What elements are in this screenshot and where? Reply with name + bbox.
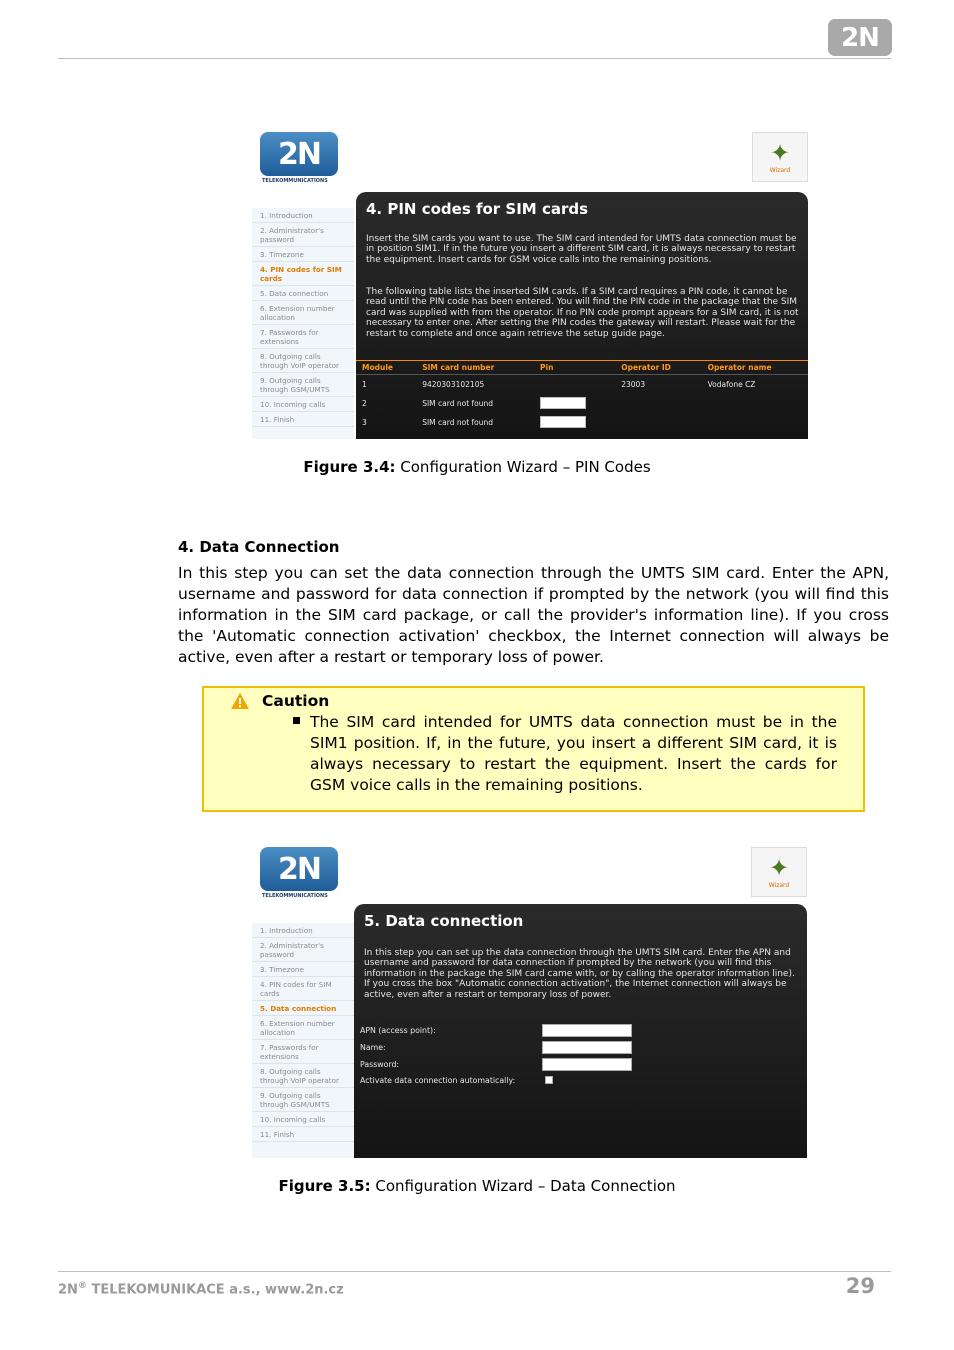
wizard-badge xyxy=(752,132,808,182)
wizard-step-item[interactable]: 9. Outgoing calls through GSM/UMTS xyxy=(252,373,354,397)
figure-caption xyxy=(0,458,954,476)
wizard-step-menu xyxy=(252,208,354,439)
wizard-step-item[interactable]: 8. Outgoing calls through VoIP operator xyxy=(252,1064,354,1088)
header-rule xyxy=(58,58,891,59)
data-connection-form xyxy=(360,1024,800,1094)
wizard-logo-subtitle: TELEKOMMUNICATIONS xyxy=(262,178,328,184)
name-label: Name: xyxy=(360,1043,386,1052)
bullet-icon xyxy=(293,717,300,724)
table-cell: SIM card not found xyxy=(422,398,494,408)
table-header: Module xyxy=(356,361,416,375)
wizard-step-item[interactable]: 6. Extension number allocation xyxy=(252,1016,354,1040)
caption-text: Configuration Wizard – PIN Codes xyxy=(395,458,651,476)
wizard-step-item[interactable]: 1. Introduction xyxy=(252,923,354,938)
section-body: In this step you can set the data connection through the UMTS SIM card. Enter the APN, username and password for data connection if prompted by the network (you will find this information in the SIM card package, or call the provider's information line). If you cross the 'Automatic connection activation' checkbox, the Internet connection will always be active, even after a restart or temporary loss of power. xyxy=(178,564,889,666)
warning-icon xyxy=(231,693,249,709)
password-label: Password: xyxy=(360,1060,400,1069)
wizard-label: Wizard xyxy=(769,166,791,174)
apn-label: APN (access point): xyxy=(360,1026,436,1035)
table-cell xyxy=(534,394,615,413)
wizard-logo xyxy=(260,847,338,901)
page-number: 29 xyxy=(845,1274,875,1298)
table-row xyxy=(356,394,808,413)
wizard-logo-subtitle: TELEKOMMUNICATIONS xyxy=(262,893,328,899)
pin-input[interactable] xyxy=(540,416,586,428)
table-cell xyxy=(534,413,615,432)
pin-input[interactable] xyxy=(540,397,586,409)
wizard-step-item[interactable]: 11. Finish xyxy=(252,1127,354,1142)
table-cell: Vodafone CZ xyxy=(707,379,756,389)
table-row xyxy=(356,413,808,432)
wizard-logo xyxy=(260,132,338,186)
table-cell xyxy=(615,413,701,432)
wizard-step-item[interactable]: 7. Passwords for extensions xyxy=(252,1040,354,1064)
password-input[interactable] xyxy=(542,1058,632,1071)
table-row xyxy=(356,375,808,394)
wizard-step-item[interactable]: 11. Finish xyxy=(252,412,354,427)
figure-data-connection-screenshot xyxy=(252,847,807,1158)
footer-rest: TELEKOMUNIKACE a.s., www.2n.cz xyxy=(86,1282,344,1298)
wizard-step-item[interactable]: 3. Timezone xyxy=(252,247,354,262)
caption-label: Figure 3.5: xyxy=(278,1177,371,1195)
wizard-step-item[interactable]: 10. Incoming calls xyxy=(252,397,354,412)
table-header: SIM card number xyxy=(416,361,534,375)
registered-mark: ® xyxy=(77,1281,87,1291)
wizard-step-item[interactable]: 2. Administrator's password xyxy=(252,223,354,247)
table-cell xyxy=(615,394,701,413)
wizard-step-item[interactable]: 9. Outgoing calls through GSM/UMTS xyxy=(252,1088,354,1112)
table-cell: SIM card not found xyxy=(422,417,494,427)
apn-input[interactable] xyxy=(542,1024,632,1037)
panel-paragraph: Insert the SIM cards you want to use. The SIM card intended for UMTS data connection must be in position SIM1. If in the future you insert a different SIM card, it is always necessary to restart the equipment. Insert cards for GSM voice calls into the remaining positions. xyxy=(366,234,797,265)
wizard-step-item[interactable]: 10. Incoming calls xyxy=(252,1112,354,1127)
wizard-step-item[interactable]: 7. Passwords for extensions xyxy=(252,325,354,349)
wizard-logo-mark: 2N xyxy=(260,132,338,176)
wizard-panel xyxy=(356,192,808,439)
table-cell: 1 xyxy=(362,379,367,389)
figure-caption xyxy=(0,1177,954,1195)
caution-title: Caution xyxy=(262,692,330,710)
wizard-step-item[interactable]: 4. PIN codes for SIM cards xyxy=(252,262,354,286)
wizard-badge xyxy=(751,847,807,897)
caption-label: Figure 3.4: xyxy=(303,458,396,476)
wizard-step-item[interactable]: 2. Administrator's password xyxy=(252,938,354,962)
panel-paragraph: The following table lists the inserted SIM cards. If a SIM card requires a PIN code, it cannot be read until the PIN code has been entered. You will find the PIN code in the package that the SIM card was supplied with from the operator. If no PIN code prompt appears for a SIM card, it is not necessary to enter one. After setting the PIN codes the gateway will restart. Please wait for the restart to complete and once again retrieve the setup guide page. xyxy=(366,287,799,339)
table-cell: 3 xyxy=(362,417,367,427)
wizard-logo-mark: 2N xyxy=(260,847,338,891)
table-cell: 23003 xyxy=(621,379,646,389)
wizard-step-item[interactable]: 1. Introduction xyxy=(252,208,354,223)
table-cell xyxy=(534,375,615,394)
table-cell xyxy=(702,413,808,432)
auto-activate-checkbox[interactable] xyxy=(545,1076,553,1084)
footer-brand: 2N xyxy=(58,1282,78,1298)
wizard-panel xyxy=(354,904,807,1158)
table-header: Operator ID xyxy=(615,361,701,375)
wizard-label: Wizard xyxy=(768,881,790,889)
wizard-step-item[interactable]: 3. Timezone xyxy=(252,962,354,977)
caption-text: Configuration Wizard – Data Connection xyxy=(370,1177,676,1195)
figure-pin-codes-screenshot xyxy=(252,132,808,439)
name-input[interactable] xyxy=(542,1041,632,1054)
table-cell: 9420303102105 xyxy=(422,379,485,389)
wizard-step-item[interactable]: 4. PIN codes for SIM cards xyxy=(252,977,354,1001)
panel-title: 5. Data connection xyxy=(364,912,524,930)
wizard-step-item[interactable]: 6. Extension number allocation xyxy=(252,301,354,325)
sim-table xyxy=(356,360,808,432)
section-heading: 4. Data Connection xyxy=(178,538,340,556)
magic-wand-icon: ✦ xyxy=(768,853,790,882)
caution-box xyxy=(202,686,865,812)
wizard-step-item[interactable]: 5. Data connection xyxy=(252,286,354,301)
footer-rule xyxy=(58,1271,891,1272)
magic-wand-icon: ✦ xyxy=(769,138,791,167)
table-header: Pin xyxy=(534,361,615,375)
footer-company xyxy=(58,1281,344,1297)
auto-activate-label: Activate data connection automatically: xyxy=(360,1076,516,1085)
panel-paragraph: In this step you can set up the data connection through the UMTS SIM card. Enter the APN and username and password for data connection if prompted by the network (you will find this information in the package the SIM card came with, or by calling the operator information line). If you cross the box "Automatic connection activation", the Internet connection will always be active, even after a restart or temporary loss of power. xyxy=(364,948,795,1000)
panel-title: 4. PIN codes for SIM cards xyxy=(366,200,589,218)
table-cell: 2 xyxy=(362,398,367,408)
wizard-step-item[interactable]: 5. Data connection xyxy=(252,1001,354,1016)
wizard-step-menu xyxy=(252,923,354,1158)
wizard-step-item[interactable]: 8. Outgoing calls through VoIP operator xyxy=(252,349,354,373)
table-cell xyxy=(702,394,808,413)
caution-text: The SIM card intended for UMTS data connection must be in the SIM1 position. If, in the future, you insert a different SIM card, it is always necessary to restart the equipment. Insert the cards for GSM voice calls in the remaining positions. xyxy=(310,713,837,794)
table-header: Operator name xyxy=(702,361,808,375)
brand-logo: 2N xyxy=(828,19,892,56)
